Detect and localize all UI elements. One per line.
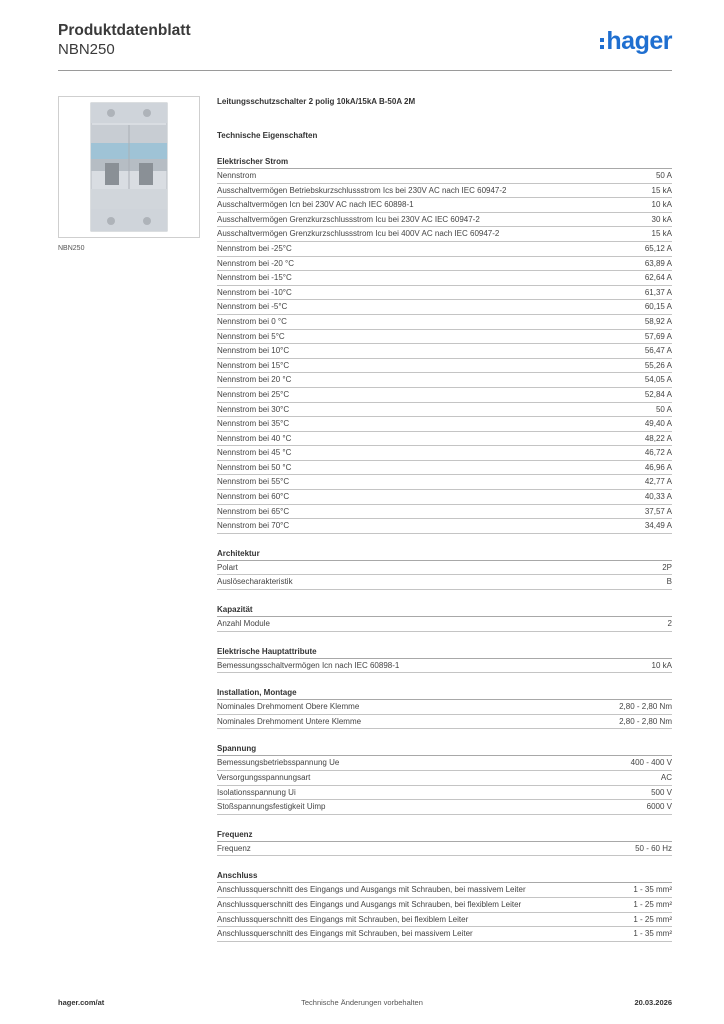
spec-value: 15 kA [651,185,672,195]
spec-row [217,242,672,257]
spec-label: Nennstrom bei 15°C [217,360,290,370]
spec-label: Ausschaltvermögen Grenzkurzschlussstrom Icu bei 400V AC nach IEC 60947-2 [217,229,500,239]
spec-value: 60,15 A [644,302,672,312]
spec-value: 49,40 A [644,419,672,429]
spec-label: Nennstrom bei -10°C [217,287,292,297]
spec-label: Polart [217,562,238,572]
spec-label: Nennstrom bei 50 °C [217,462,292,472]
spec-label: Nennstrom bei 0 °C [217,316,287,326]
section-title: Architektur [217,548,672,561]
spec-row [217,927,672,942]
spec-value: 58,92 A [644,316,672,326]
spec-label: Nennstrom bei 5°C [217,331,285,341]
spec-row [217,575,672,590]
spec-row [217,184,672,199]
section-title: Spannung [217,743,672,756]
spec-label: Anschlussquerschnitt des Eingangs mit Schrauben, bei massivem Leiter [217,929,473,939]
spec-value: 46,72 A [644,448,672,458]
spec-row [217,169,672,184]
spec-row [217,505,672,520]
spec-label: Nennstrom bei 35°C [217,419,290,429]
spec-row [217,257,672,272]
spec-row [217,432,672,447]
spec-row [217,800,672,815]
spec-row [217,198,672,213]
spec-label: Nennstrom bei 65°C [217,506,290,516]
spec-sections [217,156,672,942]
spec-value: 50 A [655,171,672,180]
spec-row [217,315,672,330]
spec-value: 2 [667,619,672,629]
spec-label: Ausschaltvermögen Grenzkurzschlussstrom Icu bei 230V AC IEC 60947-2 [217,214,480,224]
spec-section [217,743,672,814]
spec-row [217,898,672,913]
spec-label: Nennstrom bei 55°C [217,477,290,487]
spec-value: B [666,577,672,587]
spec-value: 62,64 A [644,273,672,283]
spec-label: Nennstrom bei 25°C [217,389,290,399]
spec-label: Versorgungsspannungsart [217,773,311,782]
spec-value: 2,80 - 2,80 Nm [619,716,672,726]
spec-value: 55,26 A [644,360,672,370]
spec-section [217,829,672,857]
spec-label: Nennstrom [217,171,257,180]
spec-label: Nennstrom bei -15°C [217,273,292,283]
footer-date: 20.03.2026 [634,998,672,1007]
spec-value: 500 V [651,787,672,797]
spec-value: 50 - 60 Hz [635,843,672,853]
document-title: Produktdatenblatt [58,22,191,39]
spec-value: 6000 V [646,802,672,812]
spec-value: 63,89 A [644,258,672,268]
spec-section [217,156,672,534]
specification-content [217,96,672,942]
spec-row [217,344,672,359]
spec-value: 65,12 A [644,243,672,253]
spec-value: 48,22 A [644,433,672,443]
spec-label: Bemessungsschaltvermögen Icn nach IEC 60898-1 [217,660,400,670]
spec-section [217,687,672,729]
spec-row [217,842,672,857]
document-subtitle: NBN250 [58,41,115,58]
spec-row [217,475,672,490]
spec-row [217,286,672,301]
spec-row [217,561,672,576]
spec-row [217,490,672,505]
spec-row [217,213,672,228]
spec-label: Nennstrom bei -20 °C [217,258,295,268]
spec-value: 2,80 - 2,80 Nm [619,702,672,712]
section-title: Frequenz [217,829,672,842]
spec-value: 34,49 A [644,521,672,531]
spec-label: Nennstrom bei -25°C [217,243,292,253]
spec-value: 40,33 A [644,492,672,502]
spec-value: 10 kA [651,660,672,670]
spec-row [217,300,672,315]
image-caption: NBN250 [58,245,85,252]
spec-section [217,646,672,674]
hager-logo [600,28,672,54]
footer-notice: Technische Änderungen vorbehalten [301,998,423,1007]
spec-value: 61,37 A [644,287,672,297]
spec-row [217,617,672,632]
spec-label: Nennstrom bei 70°C [217,521,290,531]
section-title: Elektrische Hauptattribute [217,646,672,659]
spec-label: Nennstrom bei 10°C [217,346,290,356]
spec-label: Ausschaltvermögen Betriebskurzschlussstrom Ics bei 230V AC nach IEC 60947-2 [217,185,507,195]
spec-section [217,604,672,632]
spec-row [217,330,672,345]
header-divider [58,70,672,71]
section-title: Elektrischer Strom [217,156,672,169]
spec-value: 42,77 A [644,477,672,487]
spec-value: 1 - 25 mm² [633,914,672,924]
spec-label: Bemessungsbetriebsspannung Ue [217,758,340,768]
spec-row [217,461,672,476]
spec-value: 1 - 35 mm² [633,885,672,895]
spec-label: Anschlussquerschnitt des Eingangs und Ausgangs mit Schrauben, bei massivem Leiter [217,885,526,895]
section-title: Kapazität [217,604,672,617]
logo-text: hager [606,27,672,55]
properties-heading: Technische Eigenschaften [217,131,318,140]
spec-label: Frequenz [217,843,251,853]
spec-label: Nennstrom bei 45 °C [217,448,292,458]
spec-label: Nennstrom bei 20 °C [217,375,292,385]
spec-row [217,417,672,432]
section-title: Anschluss [217,870,672,883]
spec-value: 57,69 A [644,331,672,341]
spec-row [217,659,672,674]
spec-row [217,446,672,461]
spec-row [217,359,672,374]
spec-value: 30 kA [651,214,672,224]
footer-website-link[interactable]: hager.com/at [58,998,105,1007]
spec-label: Anschlussquerschnitt des Eingangs und Ausgangs mit Schrauben, bei flexiblem Leiter [217,899,522,909]
spec-value: 56,47 A [644,346,672,356]
spec-value: AC [660,773,672,782]
spec-section [217,548,672,590]
spec-row [217,786,672,801]
spec-value: 1 - 35 mm² [633,929,672,939]
spec-value: 52,84 A [644,389,672,399]
spec-label: Nominales Drehmoment Untere Klemme [217,716,362,726]
spec-label: Anzahl Module [217,619,270,629]
spec-row [217,388,672,403]
spec-label: Nennstrom bei -5°C [217,302,288,312]
circuit-breaker-image [58,96,200,238]
spec-value: 46,96 A [644,462,672,472]
spec-value: 1 - 25 mm² [633,899,672,909]
section-title: Installation, Montage [217,687,672,700]
spec-row [217,883,672,898]
spec-label: Auslösecharakteristik [217,577,293,587]
spec-value: 2P [662,562,672,572]
spec-label: Nennstrom bei 40 °C [217,433,292,443]
spec-row [217,403,672,418]
spec-value: 400 - 400 V [630,758,672,768]
spec-label: Nennstrom bei 30°C [217,404,290,414]
spec-label: Nennstrom bei 60°C [217,492,290,502]
spec-row [217,373,672,388]
spec-value: 50 A [655,404,672,414]
spec-label: Ausschaltvermögen Icn bei 230V AC nach IEC 60898-1 [217,200,414,210]
product-description: Leitungsschutzschalter 2 polig 10kA/15kA B-50A 2M [217,97,416,106]
circuit-breaker-icon [59,97,199,237]
spec-label: Isolationsspannung Ui [217,787,296,797]
spec-section [217,870,672,941]
spec-row [217,715,672,730]
spec-value: 10 kA [651,200,672,210]
spec-value: 54,05 A [644,375,672,385]
spec-row [217,700,672,715]
spec-value: 15 kA [651,229,672,239]
spec-row [217,271,672,286]
spec-label: Nominales Drehmoment Obere Klemme [217,702,360,712]
spec-row [217,519,672,534]
spec-value: 37,57 A [644,506,672,516]
spec-label: Anschlussquerschnitt des Eingangs mit Schrauben, bei flexiblem Leiter [217,914,469,924]
page-header [58,22,672,68]
spec-row [217,913,672,928]
spec-row [217,771,672,786]
spec-row [217,227,672,242]
logo-dots-icon [600,38,604,49]
spec-label: Stoßspannungsfestigkeit Uimp [217,802,326,812]
spec-row [217,756,672,771]
